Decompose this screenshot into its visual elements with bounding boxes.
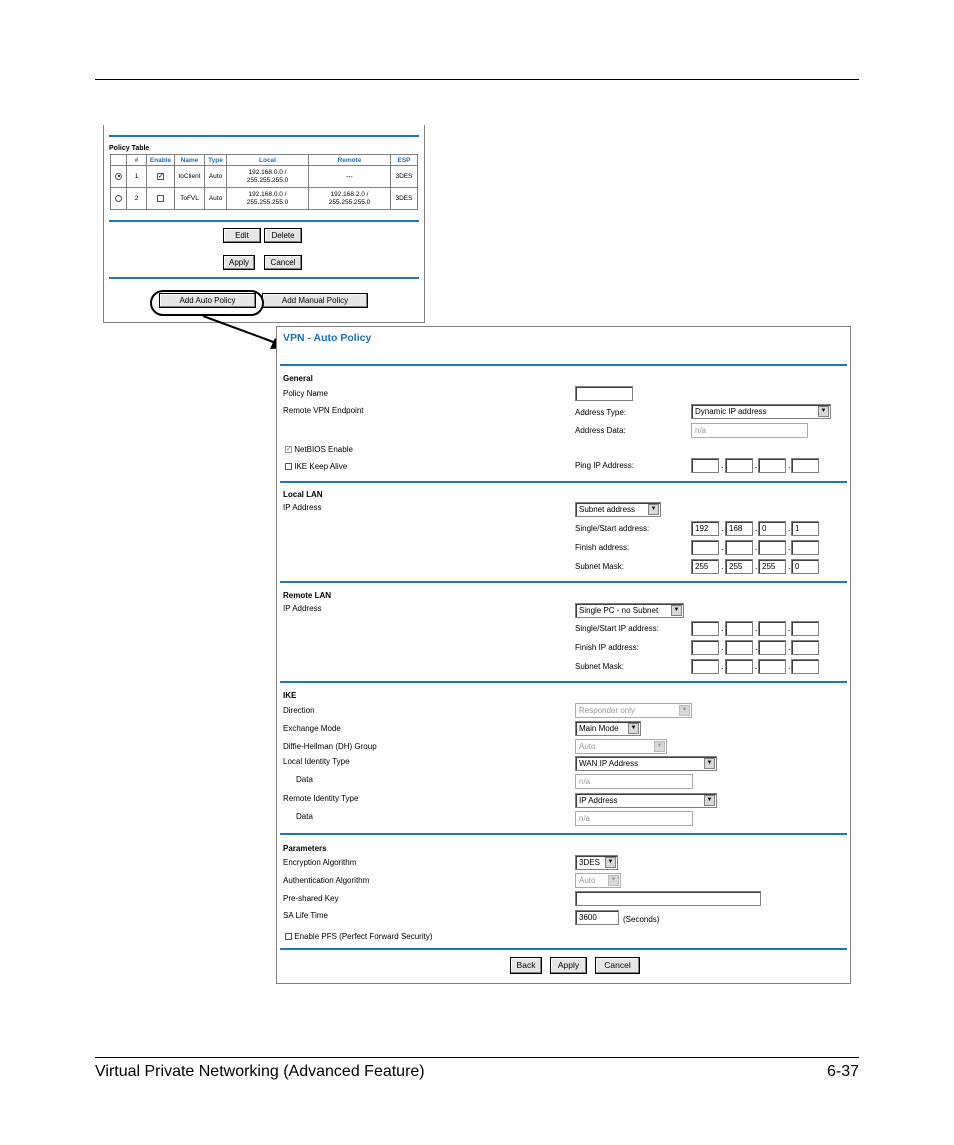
col-header-num: #	[127, 155, 147, 166]
remote-start-octet[interactable]	[758, 621, 786, 636]
delete-button[interactable]: Delete	[264, 228, 302, 243]
section-heading-remote-lan: Remote LAN	[283, 591, 332, 600]
cell-num: 2	[127, 188, 147, 210]
exchange-mode-label: Exchange Mode	[283, 724, 341, 733]
remote-finish-octet[interactable]	[758, 640, 786, 655]
local-mask-octet[interactable]: 255	[758, 559, 786, 574]
remote-identity-label: Remote Identity Type	[283, 794, 359, 803]
section-heading-ike: IKE	[283, 691, 297, 700]
remote-finish-label: Finish IP address:	[575, 643, 639, 652]
netbios-checkbox[interactable]: ✓	[286, 446, 292, 454]
section-heading-general: General	[283, 374, 313, 383]
dot-separator: .	[755, 661, 758, 671]
remote-finish-octet[interactable]	[691, 640, 719, 655]
footer-rule	[95, 1057, 859, 1058]
dot-separator: .	[788, 623, 791, 633]
apply-button[interactable]: Apply	[550, 957, 587, 974]
remote-data-label: Data	[296, 812, 313, 821]
dot-separator: .	[755, 561, 758, 571]
select-value: Subnet address	[579, 505, 636, 514]
policy-table-title: Policy Table	[109, 145, 150, 152]
netbios-row	[285, 445, 353, 454]
remote-mask-octet[interactable]	[691, 659, 719, 674]
policy-name-label: Policy Name	[283, 389, 328, 398]
col-header-type: Type	[205, 155, 227, 166]
address-type-select[interactable]	[691, 404, 831, 419]
chevron-down-icon: ▼	[818, 406, 829, 417]
ike-keepalive-checkbox[interactable]	[285, 463, 292, 470]
edit-button[interactable]: Edit	[223, 228, 261, 243]
remote-identity-select[interactable]	[575, 793, 717, 808]
dot-separator: .	[721, 523, 724, 533]
chevron-down-icon: ▼	[608, 875, 619, 886]
dot-separator: .	[755, 642, 758, 652]
ping-ip-label: Ping IP Address:	[575, 461, 634, 470]
cell-esp: 3DES	[391, 188, 418, 210]
address-data-input[interactable]: n/a	[691, 423, 808, 438]
local-mask-octet[interactable]: 255	[691, 559, 719, 574]
select-value: Main Mode	[579, 724, 619, 733]
dot-separator: .	[788, 460, 791, 470]
col-header-enable: Enable	[147, 155, 175, 166]
local-start-octet[interactable]: 0	[758, 521, 786, 536]
chevron-down-icon: ▼	[605, 857, 616, 868]
direction-select[interactable]	[575, 703, 692, 718]
local-start-octet[interactable]: 1	[791, 521, 819, 536]
local-line: 255.255.255.0	[246, 198, 289, 206]
vpn-auto-policy-panel	[276, 326, 851, 984]
divider	[280, 364, 847, 366]
col-header-local: Local	[227, 155, 309, 166]
ping-ip-octet[interactable]	[691, 458, 719, 473]
local-mask-label: Subnet Mask:	[575, 562, 624, 571]
direction-label: Direction	[283, 706, 315, 715]
pfs-label: Enable PFS (Perfect Forward Security)	[294, 932, 433, 941]
dot-separator: .	[755, 623, 758, 633]
remote-finish-octet[interactable]	[725, 640, 753, 655]
dot-separator: .	[755, 460, 758, 470]
remote-line: 255.255.255.0	[328, 198, 371, 206]
local-ip-type-select[interactable]	[575, 502, 661, 517]
local-start-octet[interactable]: 168	[725, 521, 753, 536]
ping-ip-octet[interactable]	[758, 458, 786, 473]
enable-checkbox[interactable]: ✓	[158, 172, 164, 180]
local-ip-label: IP Address	[283, 503, 322, 512]
select-value: IP Address	[579, 796, 618, 805]
chevron-down-icon: ▼	[648, 504, 659, 515]
remote-finish-octet[interactable]	[791, 640, 819, 655]
cell-num: 1	[127, 166, 147, 188]
remote-mask-octet[interactable]	[791, 659, 819, 674]
local-finish-octet[interactable]	[791, 540, 819, 555]
ping-ip-octet[interactable]	[725, 458, 753, 473]
chevron-down-icon: ▼	[654, 741, 665, 752]
chevron-down-icon: ▼	[671, 605, 682, 616]
col-header-remote: Remote	[309, 155, 391, 166]
psk-label: Pre-shared Key	[283, 894, 339, 903]
section-heading-local-lan: Local LAN	[283, 490, 323, 499]
address-type-label: Address Type:	[575, 408, 626, 417]
local-mask-octet[interactable]: 255	[725, 559, 753, 574]
ike-keepalive-row	[285, 462, 347, 471]
dot-separator: .	[721, 642, 724, 652]
divider	[280, 681, 847, 683]
pfs-checkbox[interactable]	[285, 933, 292, 940]
add-auto-policy-button[interactable]: Add Auto Policy	[159, 293, 256, 308]
footer-section-title: Virtual Private Networking (Advanced Feature)	[95, 1063, 425, 1080]
remote-ip-type-select[interactable]	[575, 603, 684, 618]
local-finish-octet[interactable]	[758, 540, 786, 555]
chevron-down-icon: ▼	[704, 758, 715, 769]
remote-mask-octet[interactable]	[758, 659, 786, 674]
remote-identity-data-input[interactable]: n/a	[575, 811, 693, 826]
netbios-label: NetBIOS Enable	[294, 445, 353, 454]
remote-start-octet[interactable]	[725, 621, 753, 636]
remote-line: ---	[346, 172, 353, 180]
col-header-name: Name	[175, 155, 205, 166]
dh-group-select[interactable]	[575, 739, 667, 754]
psk-input[interactable]	[575, 891, 761, 906]
sa-lifetime-unit: (Seconds)	[623, 915, 660, 924]
remote-mask-label: Subnet Mask:	[575, 662, 624, 671]
select-value: Auto	[579, 876, 596, 885]
local-finish-octet[interactable]	[725, 540, 753, 555]
dh-group-label: Diffie-Hellman (DH) Group	[283, 742, 377, 751]
dot-separator: .	[755, 542, 758, 552]
local-identity-data-input[interactable]: n/a	[575, 774, 693, 789]
cell-esp: 3DES	[391, 166, 418, 188]
section-heading-parameters: Parameters	[283, 844, 327, 853]
chevron-down-icon: ▼	[628, 723, 639, 734]
dot-separator: .	[788, 561, 791, 571]
dot-separator: .	[755, 523, 758, 533]
local-finish-label: Finish address:	[575, 543, 630, 552]
remote-mask-octet[interactable]	[725, 659, 753, 674]
cell-type: Auto	[205, 188, 227, 210]
dot-separator: .	[721, 561, 724, 571]
local-mask-octet[interactable]: 0	[791, 559, 819, 574]
page-number: 6-37	[826, 1063, 859, 1080]
dot-separator: .	[788, 642, 791, 652]
local-data-label: Data	[296, 775, 313, 784]
remote-start-octet[interactable]	[691, 621, 719, 636]
select-value: Auto	[579, 742, 596, 751]
dot-separator: .	[721, 623, 724, 633]
divider	[280, 481, 847, 483]
exchange-mode-select[interactable]	[575, 721, 641, 736]
remote-endpoint-label: Remote VPN Endpoint	[283, 406, 364, 415]
select-value: Responder only	[579, 706, 636, 715]
dot-separator: .	[721, 460, 724, 470]
select-value: Dynamic IP address	[695, 407, 767, 416]
pfs-row	[285, 932, 433, 941]
divider	[280, 581, 847, 583]
ping-ip-octet[interactable]	[791, 458, 819, 473]
select-value: WAN IP Address	[579, 759, 639, 768]
add-manual-policy-button[interactable]: Add Manual Policy	[262, 293, 368, 308]
local-line: 255.255.255.0	[246, 176, 289, 184]
divider	[280, 833, 847, 835]
sa-lifetime-label: SA Life Time	[283, 911, 328, 920]
back-button[interactable]: Back	[510, 957, 542, 974]
cancel-button[interactable]: Cancel	[595, 957, 640, 974]
local-start-octet[interactable]: 192	[691, 521, 719, 536]
chevron-down-icon: ▼	[704, 795, 715, 806]
remote-start-octet[interactable]	[791, 621, 819, 636]
remote-line: 192.168.2.0 /	[330, 191, 369, 199]
address-data-label: Address Data:	[575, 426, 626, 435]
cancel-button[interactable]: Cancel	[264, 255, 302, 270]
dot-separator: .	[788, 523, 791, 533]
encryption-label: Encryption Algorithm	[283, 858, 357, 867]
local-start-label: Single/Start address:	[575, 524, 650, 533]
divider	[280, 948, 847, 950]
sa-lifetime-input[interactable]: 3600	[575, 910, 619, 925]
local-line: 192.168.0.0 /	[248, 169, 287, 177]
dot-separator: .	[788, 661, 791, 671]
local-line: 192.168.0.0 /	[248, 191, 287, 199]
ike-keepalive-label: IKE Keep Alive	[294, 462, 348, 471]
select-value: Single PC - no Subnet	[579, 606, 659, 615]
chevron-down-icon: ▼	[679, 705, 690, 716]
policy-name-input[interactable]	[575, 386, 633, 401]
local-identity-select[interactable]	[575, 756, 717, 771]
apply-button[interactable]: Apply	[223, 255, 255, 270]
cell-name: ToFVL	[175, 188, 205, 210]
select-value: 3DES	[579, 858, 600, 867]
authentication-label: Authentication Algorithm	[283, 876, 370, 885]
authentication-select[interactable]	[575, 873, 621, 888]
cell-name: toClient	[175, 166, 205, 188]
remote-ip-label: IP Address	[283, 604, 322, 613]
encryption-select[interactable]	[575, 855, 618, 870]
remote-start-label: Single/Start IP address:	[575, 624, 659, 633]
dot-separator: .	[788, 542, 791, 552]
cell-type: Auto	[205, 166, 227, 188]
col-header-esp: ESP	[391, 155, 418, 166]
local-finish-octet[interactable]	[691, 540, 719, 555]
page-title: VPN - Auto Policy	[283, 332, 372, 344]
dot-separator: .	[721, 661, 724, 671]
dot-separator: .	[721, 542, 724, 552]
local-identity-label: Local Identity Type	[283, 757, 350, 766]
